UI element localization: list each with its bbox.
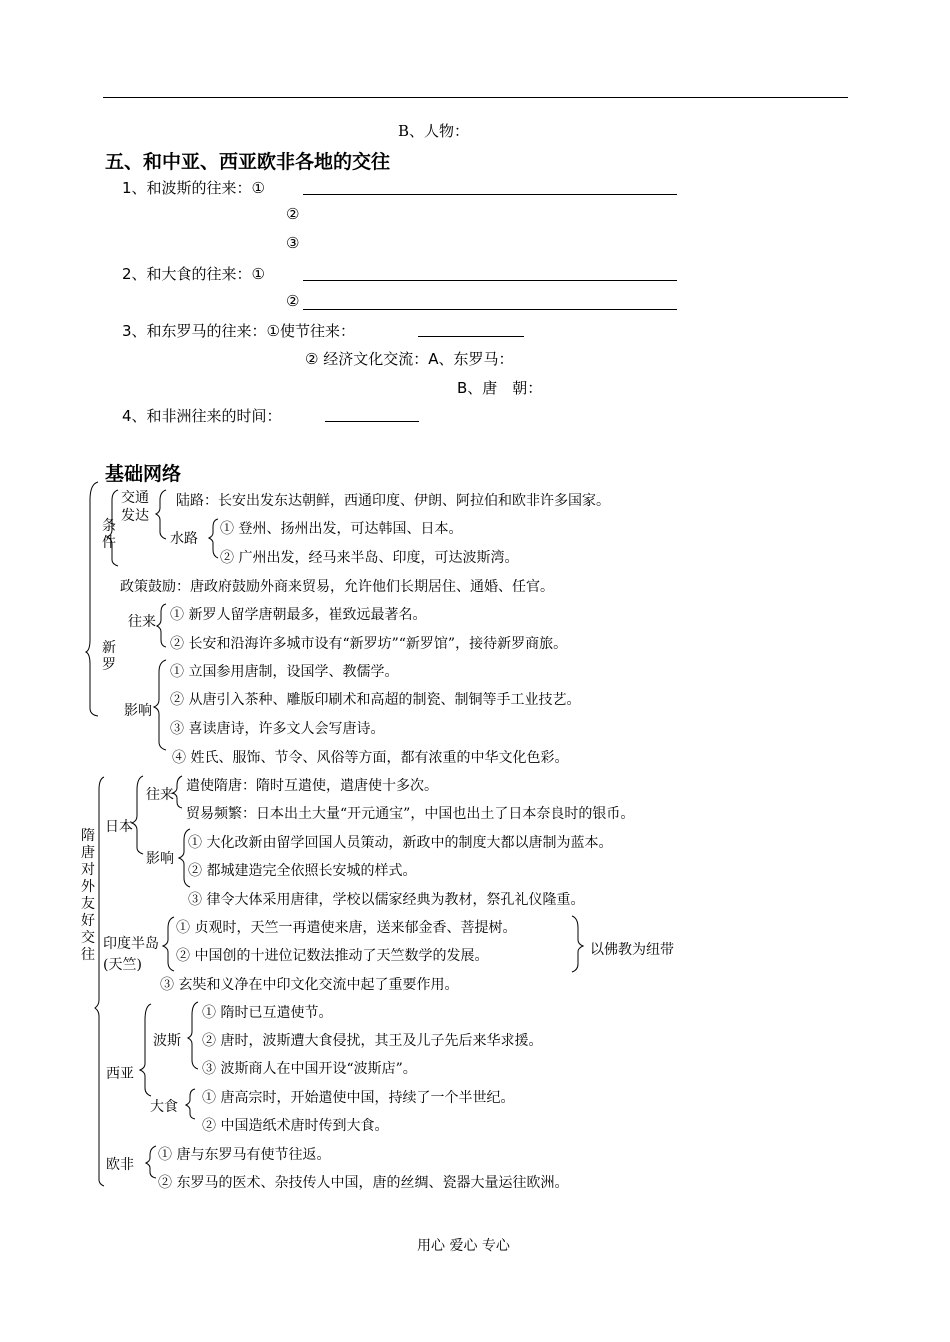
india-2: ② 中国创的十进位记数法推动了天竺数学的发展。 [176, 948, 489, 964]
westasia-label: 西亚 [106, 1066, 134, 1082]
conditions-label: 条件 [102, 518, 116, 551]
silla-c2: ② 长安和沿海许多城市设有“新罗坊”“新罗馆”，接待新罗商旅。 [170, 636, 568, 652]
policy: 政策鼓励：唐政府鼓励外商来贸易，允许他们长期居住、通婚、任官。 [120, 579, 554, 595]
dashi-label: 2、和大食的往来：① [122, 265, 265, 283]
transport-text: 交通发达 [121, 490, 149, 524]
india-note: 以佛教为纽带 [590, 942, 674, 958]
silla-i3: ③ 喜读唐诗，许多文人会写唐诗。 [170, 721, 385, 737]
network-title: 基础网络 [105, 463, 182, 485]
land-route: 陆路：长安出发东达朝鲜，西通印度、伊朗、阿拉伯和欧非许多国家。 [176, 493, 610, 509]
persia-label: 1、和波斯的往来：① [122, 179, 265, 197]
persia-label: 波斯 [153, 1033, 181, 1049]
india-3: ③ 玄奘和义净在中印文化交流中起了重要作用。 [160, 977, 459, 993]
dashi-1: ① 唐高宗时，开始遣使中国，持续了一个半世纪。 [202, 1090, 515, 1106]
dashi-2: ② 中国造纸术唐时传到大食。 [202, 1118, 389, 1134]
silla-i4: ④ 姓氏、服饰、节令、风俗等方面，都有浓重的中华文化色彩。 [172, 750, 569, 766]
silla-influence-label: 影响 [124, 703, 152, 719]
water-2: ② 广州出发，经马来半岛、印度，可达波斯湾。 [220, 550, 519, 566]
india-text: 印度半岛(天竺) [103, 936, 159, 973]
header-label: B、人物： [398, 122, 470, 140]
dashi-label: 大食 [150, 1099, 178, 1115]
persia-1: ① 隋时已互遣使节。 [202, 1005, 333, 1021]
exchange-root: 隋唐对外友好交往 [81, 828, 95, 963]
japan-influence-label: 影响 [146, 851, 174, 867]
water-label: 水路 [170, 531, 198, 547]
transport-label [121, 489, 153, 525]
japan-c1: 遣使隋唐：隋时互遣使，遣唐使十多次。 [186, 778, 438, 794]
euafrica-2: ② 东罗马的医术、杂技传人中国，唐的丝绸、瓷器大量运往欧洲。 [158, 1175, 569, 1191]
silla-c1: ① 新罗人留学唐朝最多，崔致远最著名。 [170, 607, 427, 623]
rome-econ: ② 经济文化交流：A、东罗马： [305, 350, 514, 368]
dashi-2: ② [286, 292, 300, 310]
silla-contact-label: 往来 [128, 614, 156, 630]
persia-2: ② 唐时，波斯遭大食侵扰，其王及儿子先后来华求援。 [202, 1033, 543, 1049]
japan-c2: 贸易频繁：日本出土大量“开元通宝”，中国也出土了日本奈良时的银币。 [186, 806, 635, 822]
water-1: ① 登州、扬州出发，可达韩国、日本。 [220, 521, 463, 537]
section-title: 五、和中亚、西亚欧非各地的交往 [105, 151, 391, 173]
japan-i3: ③ 律令大体采用唐律，学校以儒家经典为教材，祭孔礼仪隆重。 [188, 892, 585, 908]
japan-i1: ① 大化改新由留学回国人员策动，新政中的制度大都以唐制为蓝本。 [188, 835, 613, 851]
silla-i2: ② 从唐引入茶种、雕版印刷术和高超的制瓷、制铜等手工业技艺。 [170, 692, 581, 708]
rome-label: 3、和东罗马的往来：①使节往来： [122, 322, 355, 340]
rome-tang: B、唐 朝： [457, 379, 543, 397]
japan-contact-label: 往来 [146, 787, 174, 803]
footer: 用心 爱心 专心 [417, 1238, 510, 1254]
silla-i1: ① 立国参用唐制，设国学、教儒学。 [170, 664, 399, 680]
euafrica-1: ① 唐与东罗马有使节往返。 [158, 1147, 331, 1163]
japan-i2: ② 都城建造完全依照长安城的样式。 [188, 863, 417, 879]
silla-label: 新罗 [102, 640, 116, 673]
euafrica-label: 欧非 [106, 1157, 134, 1173]
persia-2: ② [286, 205, 300, 223]
japan-label: 日本 [105, 819, 133, 835]
india-1: ① 贞观时，天竺一再遣使来唐，送来郁金香、菩提树。 [176, 920, 517, 936]
persia-3: ③ [286, 234, 300, 252]
india-label [103, 934, 167, 976]
africa-label: 4、和非洲往来的时间： [122, 407, 282, 425]
persia-3: ③ 波斯商人在中国开设“波斯店”。 [202, 1061, 417, 1077]
